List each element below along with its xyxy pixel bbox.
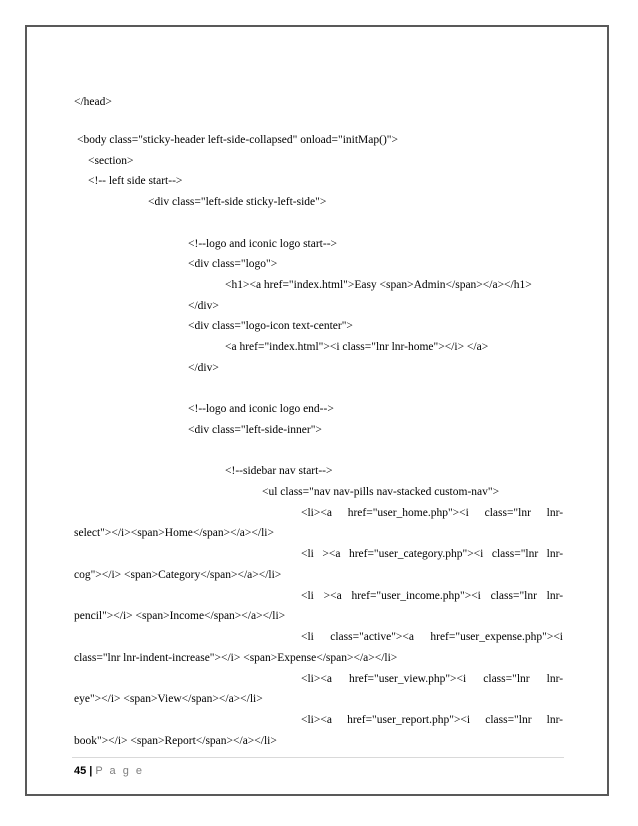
code-line-div-close-2: </div>	[188, 362, 219, 374]
code-line-section: <section>	[88, 155, 134, 167]
code-line-head-close: </head>	[74, 96, 112, 108]
code-line-div-close-1: </div>	[188, 300, 219, 312]
nav-item-view-line-2: eye"></i> <span>View</span></a></li>	[74, 693, 263, 705]
code-line-logo-icon-div: <div class="logo-icon text-center">	[188, 320, 353, 332]
code-line-home-link: <a href="index.html"><i class="lnr lnr-home"></i> </a>	[225, 341, 489, 353]
code-line-h1: <h1><a href="index.html">Easy <span>Admin</span></a></h1>	[225, 279, 532, 291]
nav-item-category-line-2: cog"></i> <span>Category</span></a></li>	[74, 569, 282, 581]
code-line-comment-left-side: <!-- left side start-->	[88, 175, 183, 187]
code-line-body-open: <body class="sticky-header left-side-collapsed" onload="initMap()">	[77, 134, 398, 146]
page-number: 45	[74, 765, 87, 777]
nav-item-home-line-1: <li><a href="user_home.php"><i class="lnr lnr-	[301, 507, 564, 519]
code-line-logo-div: <div class="logo">	[188, 258, 278, 270]
nav-item-view-line-1: <li><a href="user_view.php"><i class="lnr lnr-	[301, 673, 564, 685]
code-line-comment-logo-start: <!--logo and iconic logo start-->	[188, 238, 338, 250]
code-line-ul: <ul class="nav nav-pills nav-stacked custom-nav">	[262, 486, 500, 498]
nav-item-report-line-2: book"></i> <span>Report</span></a></li>	[74, 735, 277, 747]
nav-item-income-line-1: <li ><a href="user_income.php"><i class="lnr lnr-	[301, 590, 564, 602]
footer-separator: |	[89, 765, 93, 777]
nav-item-report-line-1: <li><a href="user_report.php"><i class="lnr lnr-	[301, 714, 564, 726]
footer-rule	[72, 757, 564, 758]
code-line-left-side-div: <div class="left-side sticky-left-side">	[148, 196, 327, 208]
code-line-comment-logo-end: <!--logo and iconic logo end-->	[188, 403, 334, 415]
nav-item-expense-line-1: <li class="active"><a href="user_expense.php"><i	[301, 631, 564, 643]
nav-item-category-line-1: <li ><a href="user_category.php"><i class="lnr lnr-	[301, 548, 564, 560]
code-line-left-side-inner: <div class="left-side-inner">	[188, 424, 322, 436]
nav-item-expense-line-2: class="lnr lnr-indent-increase"></i> <span>Expense</span></a></li>	[74, 652, 398, 664]
footer-page-word: P a g e	[95, 765, 144, 777]
page-footer	[74, 764, 144, 778]
nav-item-home-line-2: select"></i><span>Home</span></a></li>	[74, 527, 274, 539]
code-line-comment-sidebar: <!--sidebar nav start-->	[225, 465, 333, 477]
nav-item-income-line-2: pencil"></i> <span>Income</span></a></li>	[74, 610, 286, 622]
